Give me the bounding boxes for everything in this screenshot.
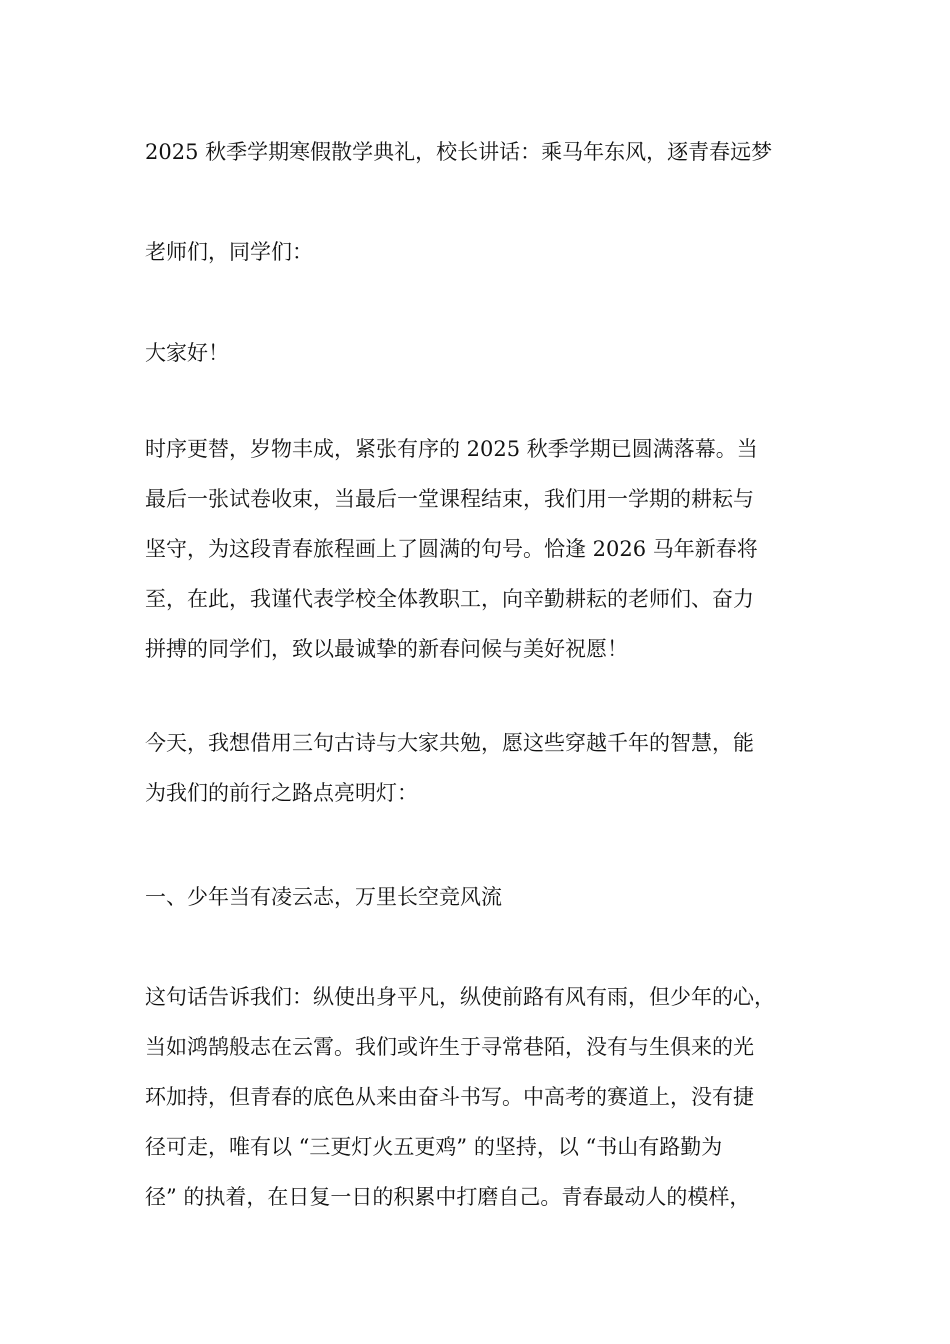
text-line: 当如鸿鹄般志在云霄。我们或许生于寻常巷陌，没有与生俱来的光	[145, 1035, 754, 1059]
text-line: 径” 的执着，在日复一日的积累中打磨自己。青春最动人的模样，	[145, 1185, 751, 1209]
text-line: 环加持，但青春的底色从来由奋斗书写。中高考的赛道上，没有捷	[145, 1085, 754, 1109]
document-title	[145, 127, 835, 177]
text-line: 坚守，为这段青春旅程画上了圆满的句号。恰逢 2026 马年新春将	[145, 537, 758, 561]
text-line: 时序更替，岁物丰成，紧张有序的 2025 秋季学期已圆满落幕。当	[145, 437, 758, 461]
text-line: 至，在此，我谨代表学校全体教职工，向辛勤耕耘的老师们、奋力	[145, 587, 754, 611]
greeting-text: 大家好！	[145, 341, 229, 365]
salutation-text: 老师们，同学们：	[145, 240, 313, 264]
text-line: 最后一张试卷收束，当最后一堂课程结束，我们用一学期的耕耘与	[145, 487, 754, 511]
text-line: 这句话告诉我们：纵使出身平凡，纵使前路有风有雨，但少年的心，	[145, 985, 775, 1009]
heading-text: 一、少年当有凌云志，万里长空竞风流	[145, 885, 502, 909]
title-text: 2025 秋季学期寒假散学典礼，校长讲话：乘马年东风，逐青春远梦	[145, 140, 773, 164]
paragraph-opening	[145, 424, 835, 674]
greeting	[145, 328, 835, 378]
text-line: 径可走，唯有以 “三更灯火五更鸡” 的坚持，以 “书山有路勤为	[145, 1135, 723, 1159]
text-line: 为我们的前行之路点亮明灯：	[145, 781, 418, 805]
text-line: 拼搏的同学们，致以最诚挚的新春问候与美好祝愿！	[145, 637, 628, 661]
text-line: 今天，我想借用三句古诗与大家共勉，愿这些穿越千年的智慧，能	[145, 731, 754, 755]
paragraph-intro	[145, 718, 835, 818]
section-heading	[145, 872, 835, 922]
salutation	[145, 227, 835, 277]
paragraph-section1	[145, 972, 835, 1222]
